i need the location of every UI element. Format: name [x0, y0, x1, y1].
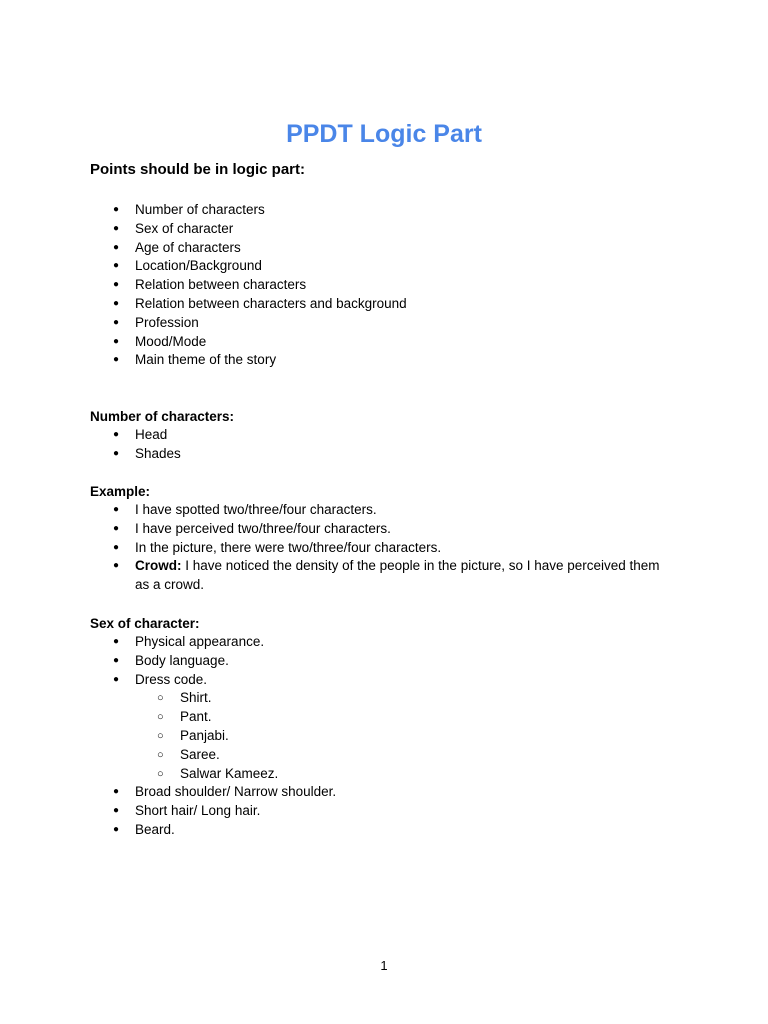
bullet-icon: ● [113, 673, 120, 685]
page-number: 1 [380, 958, 388, 973]
list-item: ● Dress code. [0, 671, 336, 690]
hollow-bullet-icon: ○ [157, 748, 164, 761]
list-item: ● Body language. [0, 652, 336, 671]
bullet-icon: ● [113, 447, 120, 459]
list-item: ● Relation between characters [0, 276, 407, 295]
bullet-icon: ● [113, 354, 120, 366]
list-item: ● In the picture, there were two/three/four characters. [0, 539, 675, 558]
list-item: ● Short hair/ Long hair. [0, 802, 336, 821]
list-item: ● Profession [0, 314, 407, 333]
list-item: ● Physical appearance. [0, 633, 336, 652]
list-item: ● Broad shoulder/ Narrow shoulder. [0, 783, 336, 802]
sub-list-item: ○ Salwar Kameez. [0, 765, 336, 784]
sub-list-item: ○ Pant. [0, 708, 336, 727]
document-title: PPDT Logic Part [286, 120, 482, 148]
bullet-icon: ● [113, 504, 120, 515]
bullet-icon: ● [113, 241, 120, 253]
logic-points-list [0, 201, 407, 370]
sub-list-item: ○ Panjabi. [0, 727, 336, 746]
sex-of-character-list [0, 633, 336, 840]
list-item: ● Beard. [0, 821, 336, 840]
sub-list-item: ○ Saree. [0, 746, 336, 765]
bullet-icon: ● [113, 823, 120, 835]
list-item: ● I have spotted two/three/four characters. [0, 501, 675, 520]
crowd-label: Crowd: [135, 558, 182, 574]
hollow-bullet-icon: ○ [157, 767, 164, 780]
crowd-text: I have noticed the density of the people in the picture, so I have perceived them as a crowd. [135, 558, 660, 593]
bullet-icon: ● [113, 786, 120, 798]
bullet-icon: ● [113, 260, 120, 272]
number-of-characters-list [0, 426, 181, 464]
list-item: ● Relation between characters and background [0, 295, 407, 314]
hollow-bullet-icon: ○ [157, 729, 164, 742]
logic-points-heading: Points should be in logic part: [90, 161, 306, 178]
bullet-icon: ● [113, 636, 120, 647]
sex-of-character-heading: Sex of character: [90, 616, 200, 631]
list-item: ● Head [0, 426, 181, 445]
bullet-icon: ● [113, 522, 120, 534]
hollow-bullet-icon: ○ [157, 692, 164, 705]
list-item-crowd [0, 557, 675, 595]
hollow-bullet-icon: ○ [157, 711, 164, 724]
bullet-icon: ● [113, 654, 120, 666]
list-item: ● Main theme of the story [0, 351, 407, 370]
list-item: ● Sex of character [0, 220, 407, 239]
list-item: ● Number of characters [0, 201, 407, 220]
example-heading: Example: [90, 484, 151, 499]
bullet-icon: ● [113, 805, 120, 817]
example-list [0, 501, 675, 595]
bullet-icon: ● [113, 429, 120, 440]
bullet-icon: ● [113, 541, 120, 553]
list-item: ● Mood/Mode [0, 333, 407, 352]
number-of-characters-heading: Number of characters: [90, 409, 235, 424]
bullet-icon: ● [113, 222, 120, 234]
list-item: ● Location/Background [0, 257, 407, 276]
bullet-icon: ● [113, 204, 120, 215]
bullet-icon: ● [113, 560, 120, 572]
list-item: ● I have perceived two/three/four characters. [0, 520, 675, 539]
bullet-icon: ● [113, 316, 120, 328]
bullet-icon: ● [113, 297, 120, 309]
list-item: ● Shades [0, 445, 181, 464]
list-item: ● Age of characters [0, 239, 407, 258]
sub-list-item: ○ Shirt. [0, 689, 336, 708]
bullet-icon: ● [113, 335, 120, 347]
bullet-icon: ● [113, 279, 120, 291]
